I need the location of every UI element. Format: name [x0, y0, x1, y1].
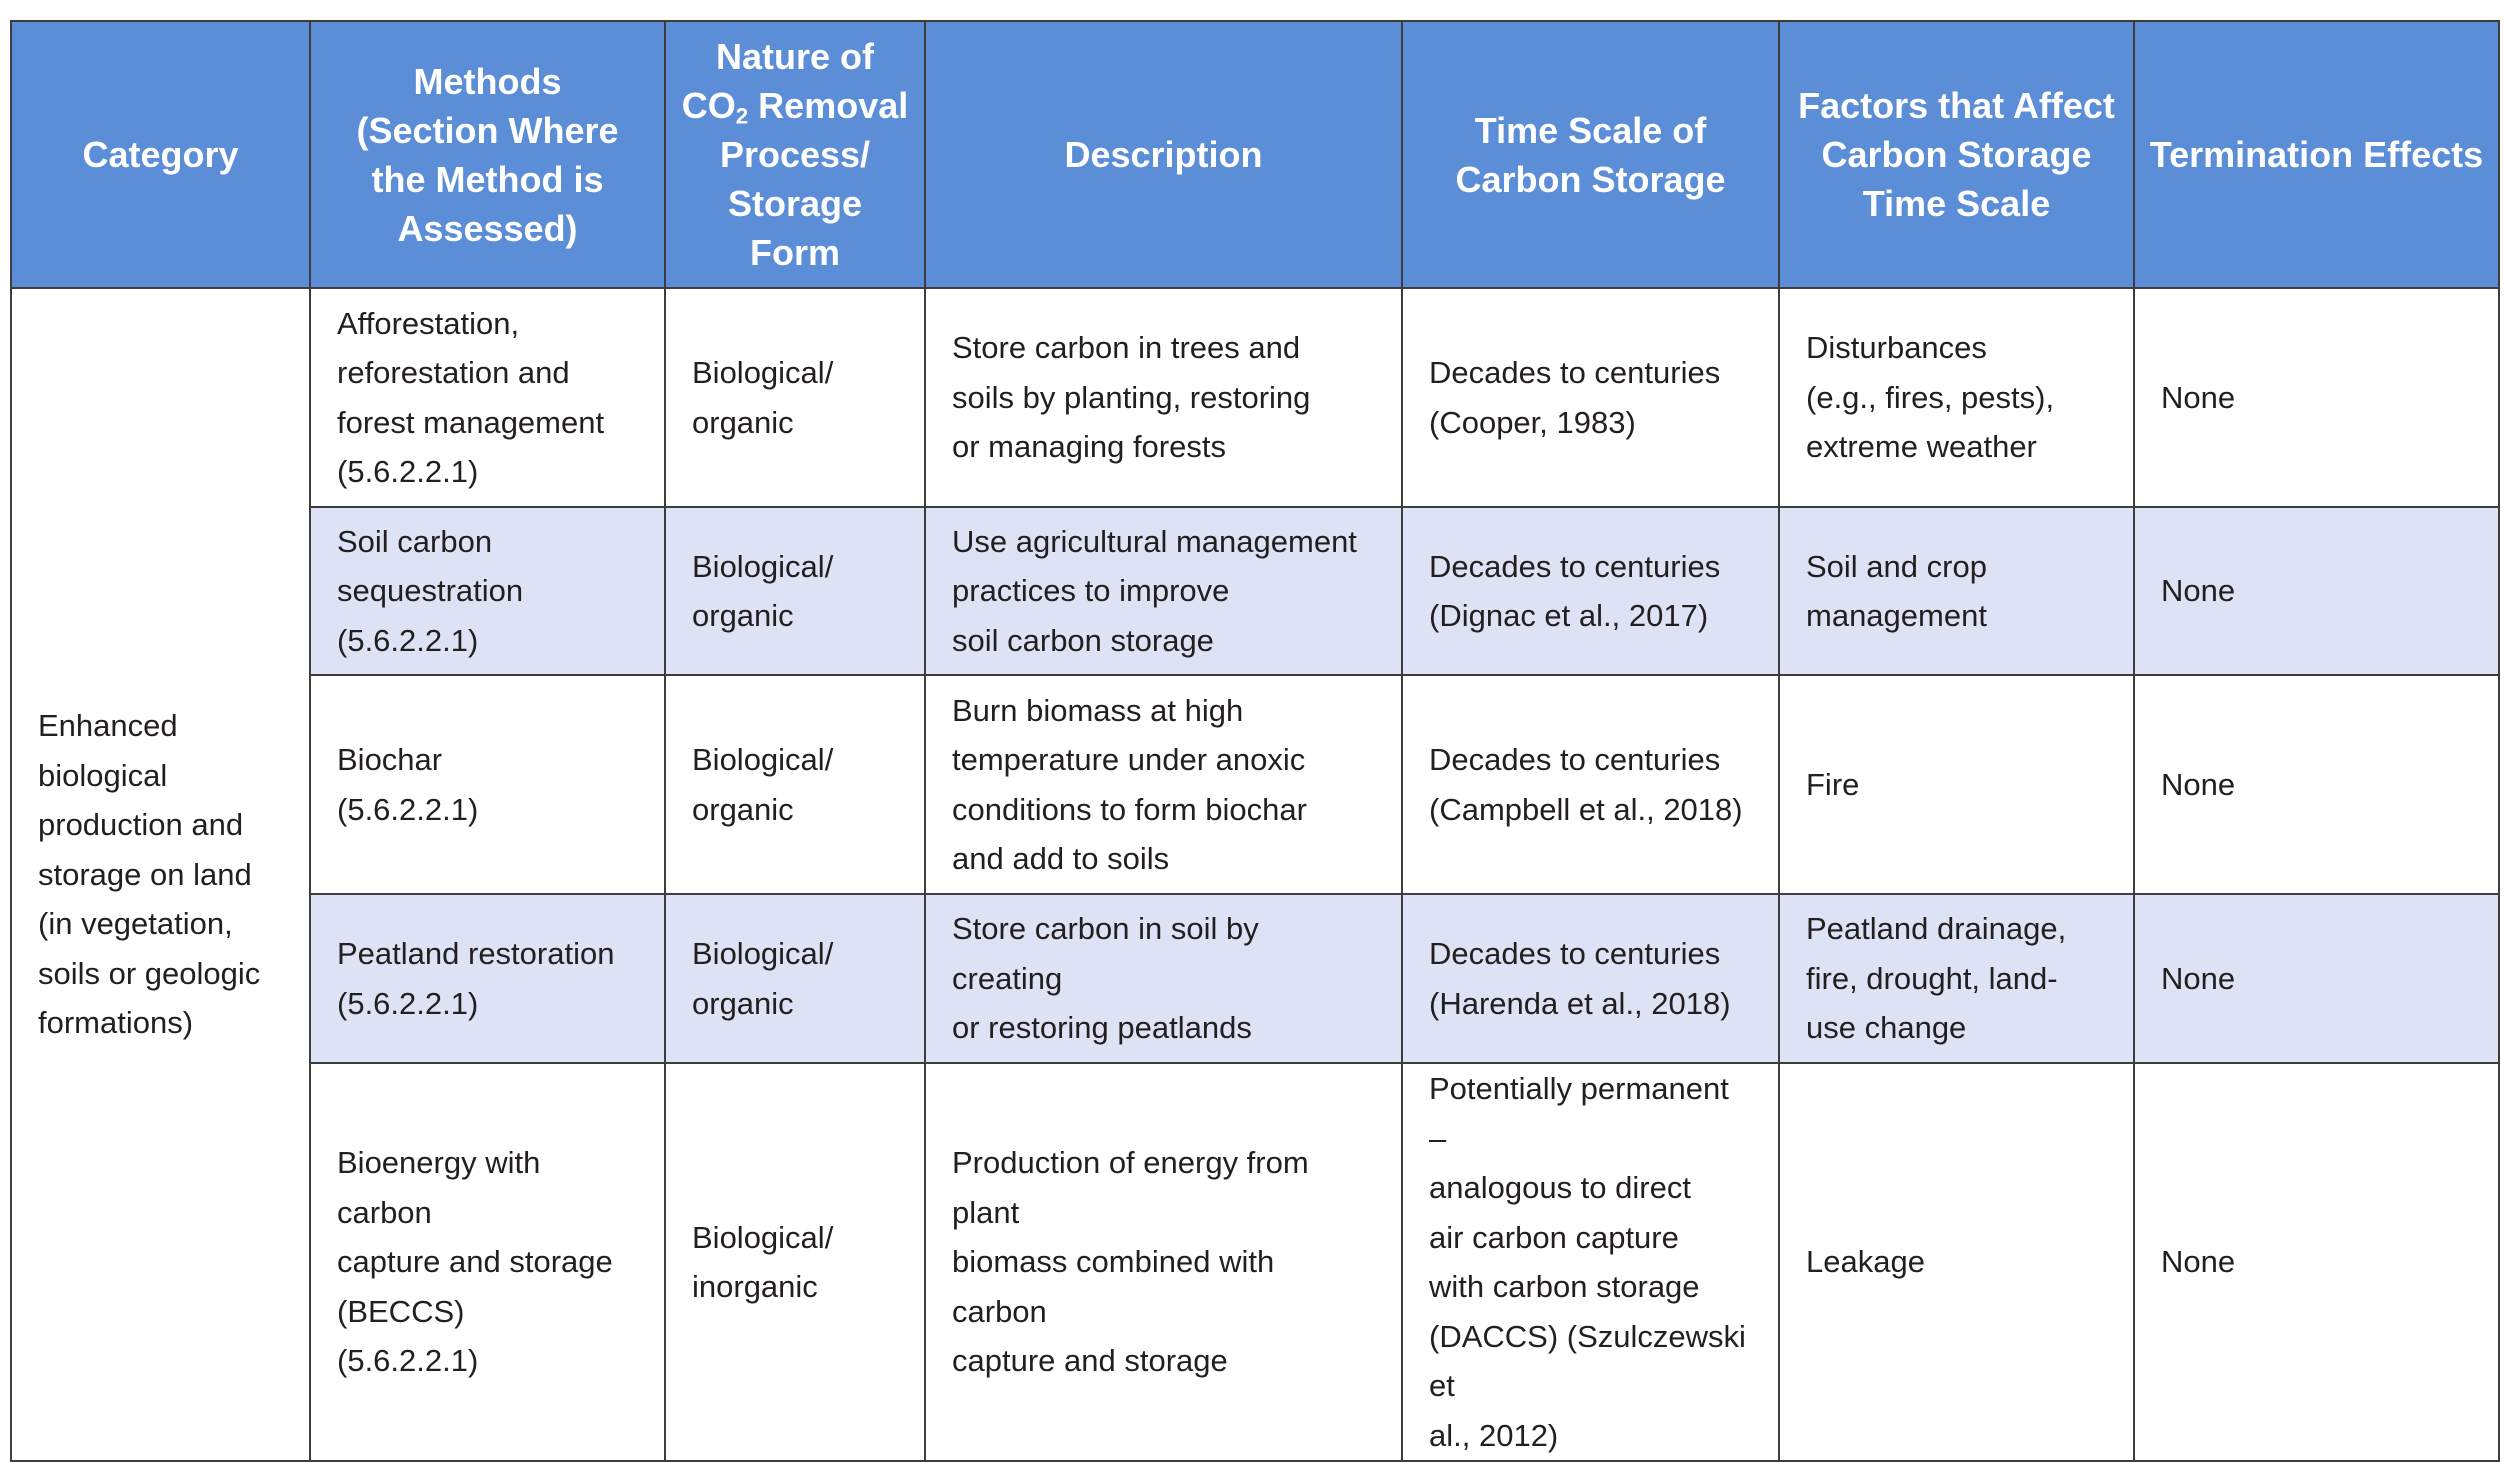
header-factors: Factors that Affect Carbon Storage Time Scale: [1779, 21, 2134, 288]
time-scale-cell: Decades to centuries (Harenda et al., 2018): [1402, 894, 1779, 1063]
header-nature: [665, 21, 925, 288]
method-cell: Bioenergy with carbon capture and storage (BECCS) (5.6.2.2.1): [310, 1063, 665, 1461]
method-cell: Peatland restoration (5.6.2.2.1): [310, 894, 665, 1063]
header-description: Description: [925, 21, 1402, 288]
method-cell: Soil carbon sequestration (5.6.2.2.1): [310, 507, 665, 675]
factors-cell: Fire: [1779, 675, 2134, 894]
time-scale-cell: Decades to centuries (Cooper, 1983): [1402, 288, 1779, 507]
nature-cell: Biological/ organic: [665, 288, 925, 507]
header-termination: Termination Effects: [2134, 21, 2499, 288]
category-cell: Enhanced biological production and storage on land (in vegetation, soils or geologic formations): [11, 288, 310, 1461]
description-cell: Store carbon in soil by creating or restoring peatlands: [925, 894, 1402, 1063]
termination-cell: None: [2134, 288, 2499, 507]
factors-cell: Leakage: [1779, 1063, 2134, 1461]
factors-cell: Soil and crop management: [1779, 507, 2134, 675]
method-cell: Afforestation, reforestation and forest management (5.6.2.2.1): [310, 288, 665, 507]
description-cell: Burn biomass at high temperature under anoxic conditions to form biochar and add to soils: [925, 675, 1402, 894]
header-row: [11, 21, 2499, 288]
factors-cell: Peatland drainage, fire, drought, land- use change: [1779, 894, 2134, 1063]
table-row: [11, 507, 2499, 675]
description-cell: Use agricultural management practices to improve soil carbon storage: [925, 507, 1402, 675]
header-nature-subscript: 2: [735, 103, 749, 129]
cdr-methods-table-container: [10, 20, 2498, 1462]
nature-cell: Biological/ organic: [665, 894, 925, 1063]
termination-cell: None: [2134, 894, 2499, 1063]
time-scale-cell: Decades to centuries (Dignac et al., 2017): [1402, 507, 1779, 675]
nature-cell: Biological/ organic: [665, 507, 925, 675]
header-nature-suffix: Removal Process/ Storage Form: [719, 85, 909, 273]
nature-cell: Biological/ organic: [665, 675, 925, 894]
table-row: [11, 1063, 2499, 1461]
factors-cell: Disturbances (e.g., fires, pests), extreme weather: [1779, 288, 2134, 507]
nature-cell: Biological/ inorganic: [665, 1063, 925, 1461]
cdr-methods-table: [10, 20, 2500, 1462]
table-body: [11, 288, 2499, 1461]
table-header: [11, 21, 2499, 288]
table-row: [11, 894, 2499, 1063]
header-time-scale: Time Scale of Carbon Storage: [1402, 21, 1779, 288]
time-scale-cell: Decades to centuries (Campbell et al., 2018): [1402, 675, 1779, 894]
table-row: [11, 288, 2499, 507]
time-scale-cell: Potentially permanent – analogous to direct air carbon capture with carbon storage (DACCS) (Szulczewski et al., 2012): [1402, 1063, 1779, 1461]
termination-cell: None: [2134, 1063, 2499, 1461]
header-methods: Methods (Section Where the Method is Assessed): [310, 21, 665, 288]
termination-cell: None: [2134, 507, 2499, 675]
description-cell: Store carbon in trees and soils by planting, restoring or managing forests: [925, 288, 1402, 507]
header-nature-prefix: Nature of CO: [681, 36, 874, 126]
termination-cell: None: [2134, 675, 2499, 894]
table-row: [11, 675, 2499, 894]
description-cell: Production of energy from plant biomass combined with carbon capture and storage: [925, 1063, 1402, 1461]
method-cell: Biochar (5.6.2.2.1): [310, 675, 665, 894]
header-category: Category: [11, 21, 310, 288]
